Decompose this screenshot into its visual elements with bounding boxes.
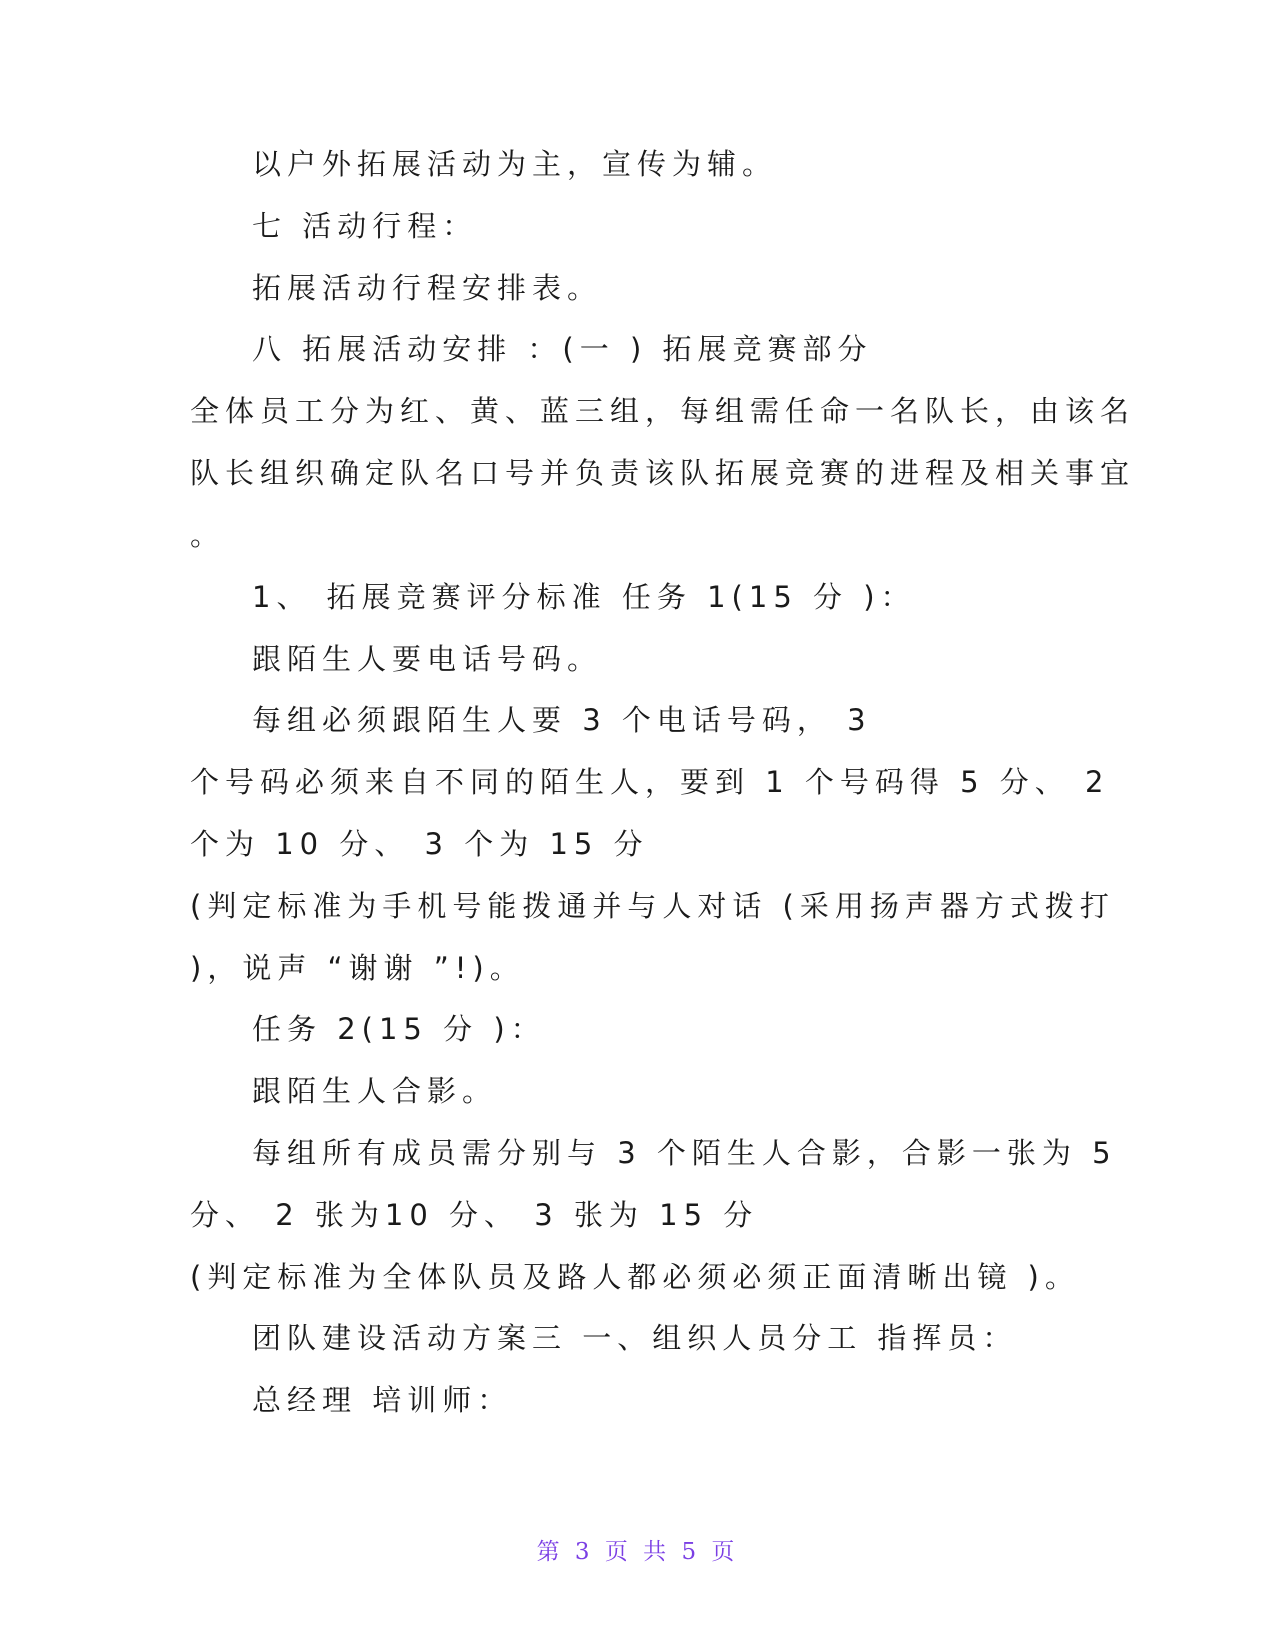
total-pages-number: 5 — [681, 1539, 701, 1565]
paragraph-line: 以户外拓展活动为主，宣传为辅。 — [252, 147, 778, 181]
page-label-mid: 页 共 — [604, 1539, 671, 1565]
section-heading: 八 拓展活动安排 ：(一 ) 拓展竞赛部分 — [252, 332, 873, 366]
paragraph-line: 队长组织确定队名口号并负责该队拓展竞赛的进程及相关事宜 — [190, 456, 1136, 490]
current-page-number: 3 — [574, 1539, 594, 1565]
paragraph-line: 拓展活动行程安排表。 — [252, 271, 603, 305]
paragraph-line: 每组所有成员需分别与 3 个陌生人合影，合影一张为 5 — [252, 1136, 1117, 1170]
paragraph-line: 跟陌生人要电话号码。 — [252, 642, 603, 676]
paragraph-line: 个为 10 分、 3 个为 15 分 — [190, 827, 649, 861]
paragraph-line: 。 — [190, 518, 226, 552]
section-heading: 七 活动行程： — [252, 209, 478, 243]
paragraph-line: 每组必须跟陌生人要 3 个电话号码， 3 — [252, 703, 872, 737]
page-label-prefix: 第 — [536, 1539, 564, 1565]
page-footer — [0, 1533, 1275, 1566]
page-label-suffix: 页 — [711, 1539, 739, 1565]
paragraph-line: 任务 2(15 分 )： — [252, 1012, 546, 1046]
paragraph-line: (判定标准为全体队员及路人都必须必须正面清晰出镜 )。 — [190, 1260, 1080, 1294]
paragraph-line: 个号码必须来自不同的陌生人，要到 1 个号码得 5 分、 2 — [190, 765, 1110, 799]
paragraph-line: 分、 2 张为10 分、 3 张为 15 分 — [190, 1198, 759, 1232]
paragraph-line: 团队建设活动方案三 一、组织人员分工 指挥员： — [252, 1321, 1018, 1355]
paragraph-line: 1、 拓展竞赛评分标准 任务 1(15 分 )： — [252, 580, 916, 614]
paragraph-line: 跟陌生人合影。 — [252, 1074, 498, 1108]
paragraph-line: (判定标准为手机号能拨通并与人对话 (采用扬声器方式拨打 — [190, 889, 1115, 923]
paragraph-line: 总经理 培训师： — [252, 1383, 513, 1417]
paragraph-line: 全体员工分为红、黄、蓝三组，每组需任命一名队长，由该名 — [190, 394, 1136, 428]
paragraph-line: )，说声 “谢谢 ”!)。 — [190, 951, 525, 985]
